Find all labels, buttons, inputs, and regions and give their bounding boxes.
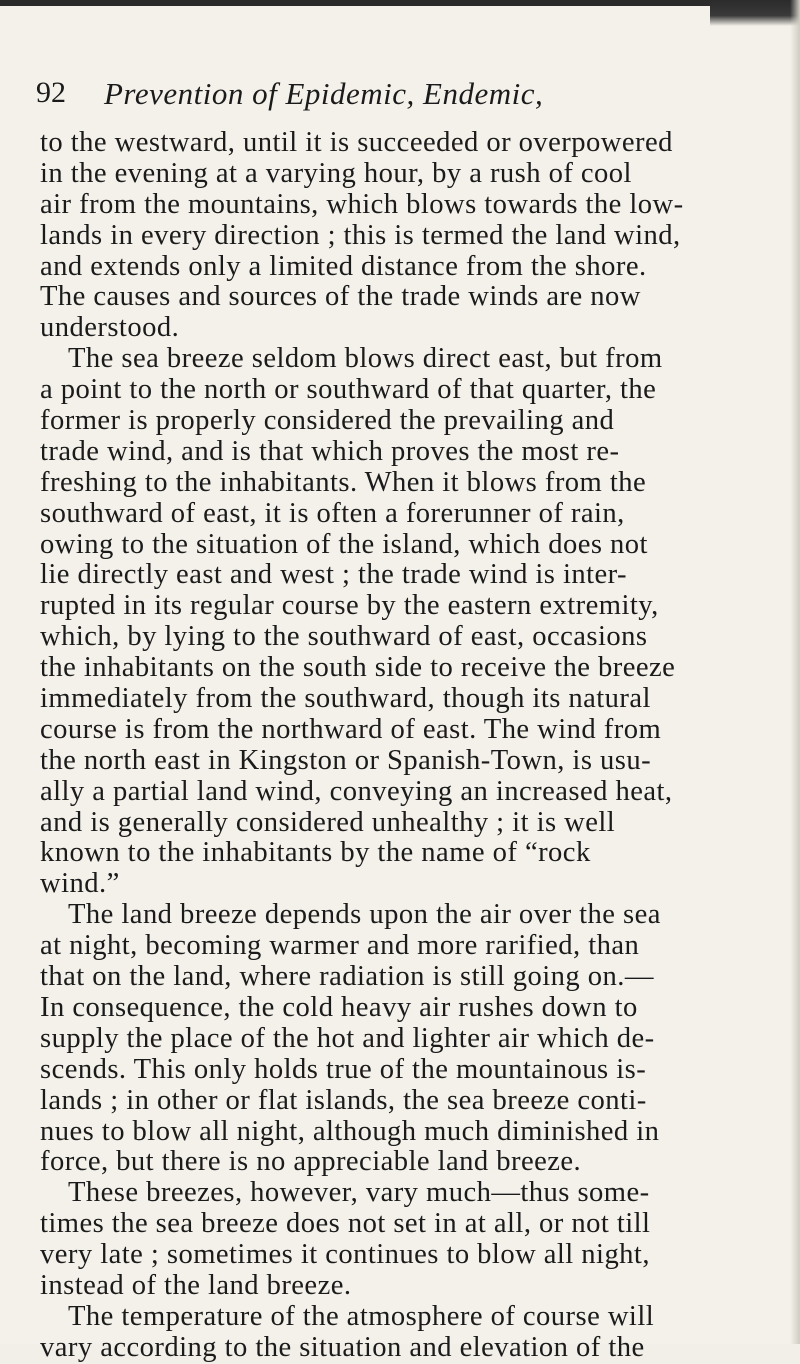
- text-line: wind.”: [40, 868, 120, 900]
- text-line: nues to blow all night, although much diminished in: [40, 1115, 660, 1147]
- text-line: trade wind, and is that which proves the most re-: [40, 435, 620, 467]
- text-line: The causes and sources of the trade winds are now: [40, 281, 641, 313]
- text-line: air from the mountains, which blows towards the low-: [40, 188, 684, 220]
- text-line: The land breeze depends upon the air over the sea: [68, 899, 661, 931]
- text-line: immediately from the southward, though its natural: [40, 683, 651, 715]
- text-line: a point to the north or southward of that quarter, the: [40, 374, 657, 406]
- text-line: at night, becoming warmer and more rarified, than: [40, 930, 640, 962]
- text-line: lie directly east and west ; the trade wind is inter-: [40, 559, 628, 591]
- text-line: to the westward, until it is succeeded or overpowered: [40, 127, 673, 158]
- text-line: that on the land, where radiation is still going on.—: [40, 961, 654, 993]
- text-line: which, by lying to the southward of east, occasions: [40, 621, 648, 653]
- page-header: [0, 76, 800, 126]
- text-line: rupted in its regular course by the eastern extremity,: [40, 590, 659, 622]
- text-line: understood.: [40, 312, 180, 344]
- text-line: In consequence, the cold heavy air rushes down to: [40, 991, 638, 1023]
- text-line: course is from the northward of east. The wind from: [40, 713, 662, 745]
- text-line: in the evening at a varying hour, by a rush of cool: [40, 157, 632, 189]
- top-edge-shadow: [710, 0, 800, 26]
- text-line: the north east in Kingston or Spanish-Town, is usu-: [40, 744, 652, 776]
- text-line: The temperature of the atmosphere of course will: [68, 1300, 655, 1332]
- text-line: very late ; sometimes it continues to blow all night,: [40, 1239, 650, 1271]
- text-line: instead of the land breeze.: [40, 1269, 352, 1301]
- top-edge-rule: [0, 0, 800, 6]
- page-edge-shadow: [790, 0, 800, 1344]
- text-line: ally a partial land wind, conveying an increased heat,: [40, 775, 673, 807]
- text-line: force, but there is no appreciable land breeze.: [40, 1146, 582, 1178]
- text-line: supply the place of the hot and lighter air which de-: [40, 1022, 655, 1054]
- text-line: times the sea breeze does not set in at all, or not till: [40, 1208, 651, 1240]
- text-line: freshing to the inhabitants. When it blows from the: [40, 466, 647, 498]
- body-text: [40, 128, 780, 1364]
- text-line: former is properly considered the prevailing and: [40, 405, 615, 437]
- text-line: lands in every direction ; this is termed the land wind,: [40, 219, 681, 251]
- text-line: These breezes, however, vary much—thus some-: [68, 1177, 650, 1209]
- text-line: known to the inhabitants by the name of “rock: [40, 837, 591, 869]
- text-line: The sea breeze seldom blows direct east, but from: [68, 343, 663, 375]
- running-title: Prevention of Epidemic, Endemic,: [104, 76, 544, 111]
- text-line: owing to the situation of the island, which does not: [40, 528, 648, 560]
- text-line: scends. This only holds true of the mountainous is-: [40, 1053, 647, 1085]
- text-line: lands ; in other or flat islands, the sea breeze conti-: [40, 1084, 647, 1116]
- text-line: the inhabitants on the south side to receive the breeze: [40, 652, 676, 684]
- text-line: vary according to the situation and elevation of the: [40, 1331, 645, 1363]
- text-line: southward of east, it is often a forerunner of rain,: [40, 497, 625, 529]
- text-line: and extends only a limited distance from the shore.: [40, 250, 647, 282]
- text-line: and is generally considered unhealthy ; it is well: [40, 806, 616, 838]
- page-number: 92: [36, 76, 66, 109]
